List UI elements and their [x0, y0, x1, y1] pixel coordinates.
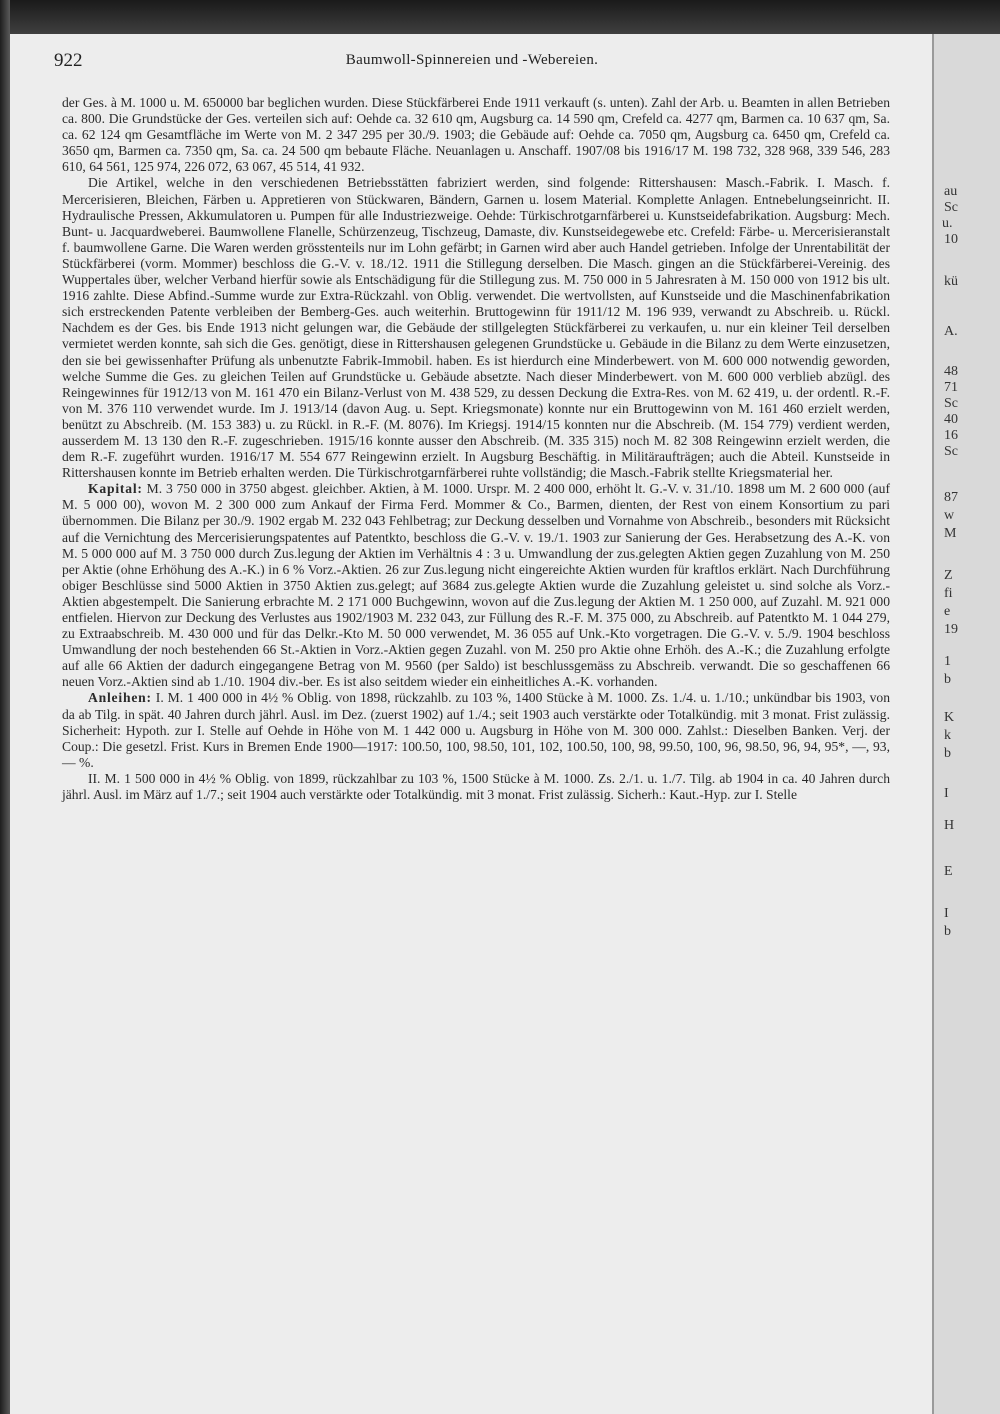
- page-number: 922: [54, 50, 83, 71]
- margin-fragment: au: [944, 184, 958, 199]
- scan-top-edge: [0, 0, 1000, 34]
- margin-fragment: K: [944, 710, 955, 725]
- adjacent-page-edge: [932, 34, 1000, 1414]
- margin-fragment: e: [944, 604, 951, 619]
- margin-fragment: Sc: [944, 200, 958, 215]
- margin-fragment: A.: [944, 324, 958, 339]
- margin-fragment: 19: [944, 622, 958, 637]
- scan-left-edge: [0, 0, 10, 1414]
- margin-fragment: b: [944, 924, 951, 939]
- margin-fragment: H: [944, 818, 955, 833]
- margin-fragment: 40: [944, 412, 958, 427]
- margin-fragment: Sc: [944, 444, 958, 459]
- margin-fragment: 1: [944, 654, 951, 669]
- margin-fragment: E: [944, 864, 953, 879]
- margin-fragment: Sc: [944, 396, 958, 411]
- margin-fragment: I: [944, 906, 949, 921]
- margin-fragment: kü: [944, 274, 958, 289]
- paragraph-anleihe-ii: II. M. 1 500 000 in 4½ % Oblig. von 1899, rückzahlbar zu 103 %, 1500 Stücke à M. 1000. Zs. 2./1. u. 1./7. Tilg. ab 1904 in ca. 40 Jahren durch jährl. Ausl. im März auf 1./7.; seit 1904 auch verstärkte oder Totalkündig. mit 3 monat. Frist zulässig. Sicherh.: Kaut.-Hyp. zur I. Stelle: [62, 770, 890, 803]
- kapital-label: Kapital:: [88, 481, 143, 497]
- margin-fragment: 87: [944, 490, 958, 505]
- margin-fragment: b: [944, 746, 951, 761]
- margin-fragment: I: [944, 786, 949, 801]
- margin-fragment: u.: [942, 216, 953, 231]
- running-title: Baumwoll-Spinnereien und -Webereien.: [345, 52, 599, 68]
- anleihen-label: Anleihen:: [88, 690, 152, 706]
- paragraph-articles: Die Artikel, welche in den verschiedenen Betriebsstätten fabriziert werden, sind folgende: Rittershausen: Masch.-Fabrik. I. Masch. f. Mercerisieren, Bleichen, Färben u. Appretieren von Stückwaren, Bändern, Garnen u. losem Material. Komplette Anlagen. Entnebelungseinricht. II. Hydraulische Pressen, Akkumulatoren u. Pumpen für alle Industriezweige. Oehde: Türkischrotgarnfärberei u. Kunstseidefabrikation. Augsburg: Mech. Bunt- u. Jacquardweberei. Baumwollene Flanelle, Schürzenzeug, Tischzeug, Damaste, div. Kunstseidegewebe etc. Crefeld: Färbe- u. Mercerisieranstalt f. baumwollene Garne. Die Waren werden grösstenteils nur im Lohn gefärbt; in Garnen wird aber auch Handel getrieben. Infolge der Unrentabilität der Stückfärberei (vorm. Mommer) beschloss die G.-V. v. 18./12. 1911 die Stillegung derselben. Die Masch. gingen an die Stückfärberei-Vereinig. des Wuppertales über, welcher Verband hierfür sowie als Entschädigung für die Stillegung zus. M. 750 000 in 5 Jahresraten à M. 150 000 von 1912 bis ult. 1916 zahlte. Diese Abfind.-Summe wurde zur Extra-Rückzahl. von Oblig. verwendet. Die wertvollsten, auf Kunstseide und die Maschinenfabrikation sich erstreckenden Patente verbleiben der Bemberg-Ges. auch weiterhin. Bruttogewinn für 1911/12 M. 196 939, verwandt zu Abschreib. u. Rückl. Nachdem es der Ges. bis Ende 1913 nicht gelungen war, die Gebäude der stillgelegten Stückfärberei zu verkaufen, u. nur ein kleiner Teil derselben vermietet werden konnte, sah sich die Ges. genötigt, diese in Rittershausen gelegenen Grundstücke u. Gebäude in die Bilanz zu dem Werte einzusetzen, den sie bei gewissenhafter Prüfung als unbenutzte Fabrik-Immobil. haben. Es ist hierdurch eine Minderbewert. von M. 600 000 notwendig geworden, welche Summe die Ges. zu gleichen Teilen auf Grundstücke u. Gebäude absetzte. Nach dieser Minderbewert. von M. 600 000 verblieb abzügl. des Reingewinnes für 1912/13 von M. 161 470 ein Bilanz-Verlust von M. 438 529, zu dessen Deckung die Extra-Res. von M. 62 419, u. der ordentl. R.-F. von M. 376 110 verwendet wurde. Im J. 1913/14 (davon Aug. u. Sept. Kriegsmonate) konnte nur ein Bruttogewinn von M. 161 460 erzielt werden, benützt zu Abschreib. (M. 153 383) u. zu Rückl. in R.-F. (M. 8076). Im Kriegsj. 1914/15 konnten nur die Abschreib. (M. 154 779) verdient werden, ausserdem M. 13 130 den R.-F. zugeschrieben. 1915/16 konnte ausser den Abschreib. (M. 335 315) noch M. 82 308 Reingewinn erzielt werden, die dem R.-F. zugeführt wurden. 1916/17 M. 554 677 Reingewinn erzielt. In Augsburg Beschäftig. in Militäraufträgen; auch die Abteil. Kunstseide in Rittershausen konnte im Betrieb erhalten werden. Die Türkischrotgarnfärberei ruhte vollständig; die Masch.-Fabrik stellte Kriegsmaterial her.: [62, 175, 890, 481]
- book-page: [10, 34, 932, 1414]
- margin-fragment: Z: [944, 568, 953, 583]
- margin-fragment: 16: [944, 428, 958, 443]
- margin-fragment: b: [944, 672, 951, 687]
- paragraph-anleihen: [62, 690, 890, 770]
- margin-fragment: w: [944, 508, 955, 523]
- page-header: [54, 46, 890, 76]
- margin-fragment: 48: [944, 364, 958, 379]
- kapital-text: M. 3 750 000 in 3750 abgest. gleichber. Aktien, à M. 1000. Urspr. M. 2 400 000, erhöht lt. G.-V. v. 31./10. 1898 um M. 2 600 000 (auf M. 5 000 00), wovon M. 2 300 000 zum Ankauf der Firma Ferd. Mommer & Co., Barmen, dienten, der Rest von einem Konsortium zu pari übernommen. Die Bilanz per 30./9. 1902 ergab M. 232 043 Fehlbetrag; zur Deckung desselben und Vornahme von Abschreib., besonders mit Rücksicht auf die Vernichtung des Mercerisierungspatentes auf Patentkto, beschloss die G.-V. v. 19./1. 1903 zur Sanierung der Ges. Herabsetzung des A.-K. von M. 5 000 000 auf M. 3 750 000 durch Zus.legung der Aktien im Verhältnis 4 : 3 u. Umwandlung der zus.gelegten Aktien gegen Zuzahlung von M. 250 per Aktie (ohne Erhöhung des A.-K.) in 6 % Vorz.-Aktien. 26 zur Zus.legung nicht eingereichte Aktien wurden für kraftlos erklärt. Nach Durchführung obiger Beschlüsse sind 5000 Aktien in 3750 Aktien zus.gelegt; auf 3684 zus.gelegte Aktien wurde die Zuzahlung geleistet u. sind solche als Vorz.-Aktien abgestempelt. Die Sanierung erbrachte M. 2 171 000 Buchgewinn, wovon auf die Zus.legung der Aktien M. 1 250 000, auf Zuzahl. M. 921 000 entfielen. Hiervon zur Deckung des Verlustes aus 1902/1903 M. 232 043, zur Füllung des R.-F. M. 375 000, zu Abschreib. auf Patentkto M. 1 044 279, zu Extraabschreib. M. 430 000 und für das Delkr.-Kto M. 50 000 verwendet, M. 36 055 auf Unk.-Kto vorgetragen. Die G.-V. v. 5./9. 1904 beschloss Umwandlung der noch bestehenden 66 St.-Aktien in Vorz.-Aktien gegen Zuzahl. von M. 250 pro Aktie ohne Erhöh. des A.-K.; die Zuzahlung erfolgte auf alle 66 Aktien der dadurch eingegangene Betrag von M. 9560 (per Saldo) ist beschlussgemäss zu Abschreib. verwandt. Die so geschaffenen 66 neuen Vorz.-Aktien sind ab 1./10. 1904 div.-ber. Es ist also seitdem wieder ein einheitliches A.-K. vorhanden.: [62, 481, 890, 690]
- margin-fragment: k: [944, 728, 951, 743]
- anleihen-text: I. M. 1 400 000 in 4½ % Oblig. von 1898, rückzahlb. zu 103 %, 1400 Stücke à M. 1000. Zs. 1./4. u. 1./10.; unkündbar bis 1903, von da ab Tilg. in spät. 40 Jahren durch jährl. Ausl. im Dez. (zuerst 1902) auf 1./4.; seit 1903 auch verstärkte oder Totalkündig. mit 3 monat. Frist zulässig. Sicherheit: Hypoth. zur I. Stelle auf Oehde in Höhe von M. 1 442 000 u. Augsburg in Höhe von M. 300 000. Zahlst.: Dieselben Banken. Verj. der Coup.: Die gesetzl. Frist. Kurs in Bremen Ende 1900—1917: 100.50, 100, 98.50, 101, 102, 100.50, 100, 98, 99.50, 100, 96, 98.50, 96, 94, 95*, —, 93, — %.: [62, 690, 890, 770]
- margin-fragment: 10: [944, 232, 958, 247]
- margin-fragment: fi: [944, 586, 953, 601]
- page-body: [62, 95, 890, 803]
- paragraph-continuation: der Ges. à M. 1000 u. M. 650000 bar beglichen wurden. Diese Stückfärberei Ende 1911 verkauft (s. unten). Zahl der Arb. u. Beamten in allen Betrieben ca. 800. Die Grundstücke der Ges. verteilen sich auf: Oehde ca. 32 610 qm, Augsburg ca. 14 590 qm, Crefeld ca. 4277 qm, Barmen ca. 10 637 qm, Sa. ca. 62 124 qm Gesamtfläche im Werte von M. 2 347 295 per 30./9. 1903; die Gebäude auf: Oehde ca. 7050 qm, Augsburg ca. 6450 qm, Crefeld ca. 3650 qm, Barmen ca. 7350 qm, Sa. ca. 24 500 qm bebaute Fläche. Neuanlagen u. Anschaff. 1907/08 bis 1916/17 M. 198 732, 328 968, 339 546, 283 610, 64 561, 125 974, 226 072, 63 067, 45 514, 41 932.: [62, 95, 890, 175]
- margin-fragment: M: [944, 526, 957, 541]
- margin-fragment: 71: [944, 380, 958, 395]
- paragraph-kapital: [62, 481, 890, 690]
